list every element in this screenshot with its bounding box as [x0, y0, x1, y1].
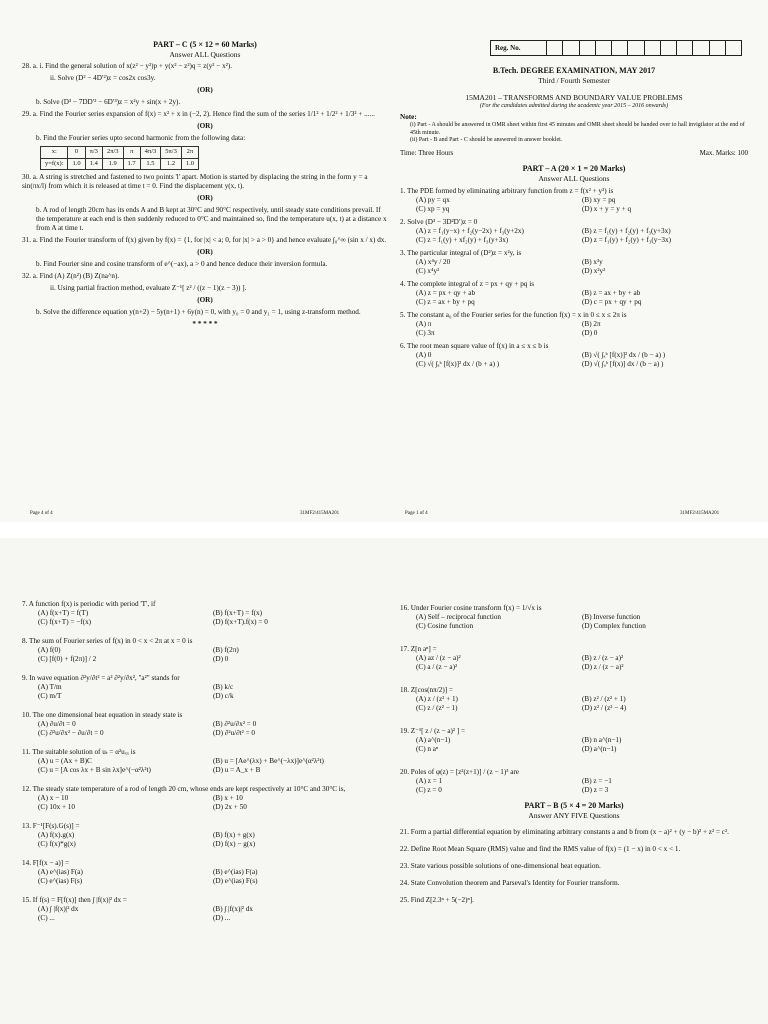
table-cell: 1.5: [140, 158, 161, 169]
page-code: 31MF2/415MA201: [680, 511, 720, 516]
part-c-title: PART – C (5 × 12 = 60 Marks): [153, 40, 257, 49]
question-28a-ii: ii. Solve (D² − 4D′²)z = cos2x cos3y.: [50, 74, 156, 83]
question-32a-ii: ii. Using partial fraction method, evaluate Z⁻¹[ z² / ((z − 1)(z − 3)) ].: [50, 283, 247, 292]
question-text: 20. Poles of φ(z) = [z²(z+1)] / (z − 1)³ are: [400, 768, 520, 776]
sheet-separator: [0, 522, 768, 538]
register-digit-cell[interactable]: [645, 41, 661, 55]
table-cell: 1.7: [123, 158, 140, 169]
option-b: (B) ∫ |f(x)|² dx: [213, 905, 253, 913]
option-row: [22, 655, 388, 664]
option-d: (D) c = px + qy + pq: [582, 297, 642, 306]
option-b: (B) z = ax + by + ab: [582, 288, 641, 297]
option-a: (A) x⁴y / 20: [416, 257, 451, 266]
table-cell: 1.2: [161, 158, 182, 169]
option-a: (A) e^(ias) F(a): [38, 868, 83, 876]
table-cell: π/3: [85, 147, 102, 158]
option-a: (A) 0: [416, 350, 432, 359]
option-row: [400, 695, 748, 704]
option-c: (C) m/T: [38, 692, 62, 700]
option-d: (D) √( ∫ₐᵇ [f(x)] dx / (b − a) ): [582, 359, 664, 368]
question-text: 12. The steady state temperature of a rod of length 20 cm, whose ends are kept respectively at 10°C and 30°C is,: [22, 785, 346, 793]
register-digit-cell[interactable]: [563, 41, 579, 55]
option-b: (B) 2π: [582, 319, 601, 328]
part-a-questions: [400, 187, 748, 369]
mcq-question: [400, 218, 748, 245]
mcq-question: [400, 249, 748, 276]
question-text: 9. In wave equation ∂²y/∂t² = a² ∂²y/∂x², "a²" stands for: [22, 674, 180, 682]
question-text: 16. Under Fourier cosine transform f(x) = 1/√x is: [400, 604, 542, 612]
option-row: [400, 227, 748, 236]
part-b-question: 24. State Convolution theorem and Parseval's Identity for Fourier transform.: [400, 879, 620, 888]
table-cell: 1.0: [68, 158, 85, 169]
table-cell: 0: [68, 147, 85, 158]
note-item: (i) Part - A should be answered in OMR sheet within first 45 minutes and OMR sheet should be handed over to hall invigilator at the end of 45th minute.: [410, 122, 745, 136]
option-row: [400, 745, 748, 754]
mcq-question: [22, 859, 388, 886]
mcq-question: [400, 727, 748, 754]
register-digit-cell[interactable]: [726, 41, 741, 55]
mcq-question: [22, 711, 388, 738]
option-row: [22, 757, 388, 766]
option-c: (C) f(x)*g(x): [38, 840, 76, 848]
table-row: [41, 158, 199, 169]
question-text: 18. Z[cos(nπ/2)] =: [400, 686, 453, 694]
page-footer-left: Page 4 of 4: [30, 511, 53, 516]
register-digit-cell[interactable]: [693, 41, 709, 55]
harmonic-data-table: [40, 146, 199, 169]
option-row: [22, 729, 388, 738]
option-d: (D) 0: [582, 328, 598, 337]
option-b: (B) u = [Ae^(λx) + Be^(−λx)]e^(α²λ²t): [213, 757, 324, 765]
option-row: [22, 646, 388, 655]
option-d: (D) x²y²: [582, 266, 606, 275]
option-c: (C) ...: [38, 914, 55, 922]
option-d: (D) c/k: [213, 692, 234, 700]
mcq-question: [400, 311, 748, 338]
mcq-question: [22, 748, 388, 775]
part-a-subtitle: Answer ALL Questions: [538, 173, 610, 183]
option-row: [400, 320, 748, 329]
option-a: (A) ∫ |f(x)|² dx: [38, 905, 79, 913]
option-c: (C) Cosine function: [416, 622, 474, 630]
option-d: (D) f(x) − g(x): [213, 840, 256, 848]
option-row: [22, 766, 388, 775]
bottom-exam-sheet: [0, 538, 768, 1024]
option-c: (C) u = [A cos λx + B sin λx]e^(−α²λ²t): [38, 766, 151, 774]
table-cell: 2π: [181, 147, 198, 158]
option-a: (A) T/m: [38, 683, 62, 691]
time-marks-bar: [400, 149, 748, 158]
option-row: [22, 618, 388, 627]
option-d: (D) ...: [213, 914, 231, 922]
question-30b: b. A rod of length 20cm has its ends A and B kept at 30°C and 90°C respectively, until steady state conditions prevail. If the temperature at each end is then suddenly reduced to 0°C and maintained so, find the temperature u(x, t) at a distance x from A at time t.: [36, 205, 387, 232]
option-b: (B) f(x) + g(x): [213, 831, 255, 839]
option-b: (B) ∂²u/∂x² = 0: [213, 720, 257, 728]
option-b: (B) xy = pq: [582, 195, 616, 204]
note-item: (ii) Part - B and Part - C should be answered in answer booklet.: [410, 137, 563, 144]
option-b: (B) n a^(n−1): [582, 736, 622, 744]
option-row: [22, 720, 388, 729]
option-b: (B) z = −1: [582, 777, 612, 785]
option-c: (C) x⁴y²: [416, 266, 440, 275]
option-d: (D) e^(ias) F(s): [213, 877, 258, 885]
question-text: 19. Z⁻¹[ z / (z − a)² ] =: [400, 727, 466, 735]
option-c: (C) 3π: [416, 328, 435, 337]
question-text: 2. Solve (D³ − 3D²D′)z = 0: [400, 217, 478, 226]
option-row: [400, 786, 748, 795]
cover-column: [400, 66, 748, 369]
option-a: (A) az / (z − a)²: [416, 654, 461, 662]
option-b: (B) x³y: [582, 257, 603, 266]
option-b: (B) x + 10: [213, 794, 243, 802]
end-stars: * * * * *: [192, 319, 218, 328]
option-c: (C) z = f₁(y) + xf₂(y) + f₃(y+3x): [416, 235, 509, 244]
question-31a: 31. a. Find the Fourier transform of f(x) given by f(x) = {1, for |x| < a; 0, for |x| > a > 0} and hence evaluate ∫₀^∞ (sin x / x) dx.: [22, 235, 387, 244]
question-text: 3. The particular integral of (D²)z = x²y, is: [400, 248, 522, 257]
question-text: 8. The sum of Fourier series of f(x) in 0 < x < 2π at x = 0 is: [22, 637, 193, 645]
exam-title: B.Tech. DEGREE EXAMINATION, MAY 2017: [492, 66, 656, 75]
option-a: (A) ∂u/∂t = 0: [38, 720, 76, 728]
option-row: [400, 622, 748, 631]
option-a: (A) a^(n−1): [416, 736, 451, 744]
part-b-subtitle: Answer ANY FIVE Questions: [528, 811, 620, 820]
part-c-subtitle: Answer ALL Questions: [169, 50, 241, 59]
option-row: [22, 840, 388, 849]
table-cell: 1.4: [85, 158, 102, 169]
question-28a: 28. a. i. Find the general solution of x(z² − y²)p + y(x² − z²)q = z(y² − x²).: [22, 62, 233, 71]
option-c: (C) f(x+T) = −f(x): [38, 618, 92, 626]
option-a: (A) z / (z² + 1): [416, 695, 458, 703]
question-32a: 32. a. Find (A) Z(n²) (B) Z(na^n).: [22, 271, 120, 280]
option-a: (A) z = 1: [416, 777, 443, 785]
option-row: [400, 298, 748, 307]
mcq-question: [22, 785, 388, 812]
option-b: (B) z² / (z² + 1): [582, 695, 626, 703]
option-d: (D) z = 3: [582, 786, 609, 794]
register-digit-cell[interactable]: [710, 41, 726, 55]
option-c: (C) z / (z² − 1): [416, 704, 458, 712]
option-d: (D) ∂²u/∂t² = 0: [213, 729, 256, 737]
question-text: 4. The complete integral of z = px + qy + pq is: [400, 279, 534, 288]
register-digit-cell[interactable]: [580, 41, 596, 55]
mcq-question: [400, 187, 748, 214]
part-a-b-column: [400, 590, 748, 905]
option-row: [400, 736, 748, 745]
question-text: 7. A function f(x) is periodic with period 'T', if: [22, 600, 156, 608]
mcq-question: [22, 600, 388, 627]
option-row: [400, 258, 748, 267]
question-text: 5. The constant a₀ of the Fourier series for the function f(x) = x in 0 ≤ x ≤ 2π is: [400, 310, 627, 319]
option-c: (C) z = 0: [416, 786, 442, 794]
part-b-questions: [400, 828, 748, 905]
semester-label: Third / Fourth Semester: [538, 76, 610, 85]
mcq-question: [22, 637, 388, 664]
option-b: (B) z = f₁(y) + f₂(y) + f₃(y+3x): [582, 226, 671, 235]
mcq-question: [400, 342, 748, 369]
option-c: (C) 10x + 10: [38, 803, 75, 811]
option-b: (B) f(x+T) = f(x): [213, 609, 263, 617]
or-label: (OR): [197, 247, 213, 256]
register-digit-cell[interactable]: [547, 41, 563, 55]
part-b-title: PART – B (5 × 4 = 20 Marks): [524, 801, 624, 810]
or-label: (OR): [197, 193, 213, 202]
option-row: [400, 196, 748, 205]
table-cell: 4π/3: [140, 147, 161, 158]
table-cell: π: [123, 147, 140, 158]
option-row: [400, 205, 748, 214]
option-row: [22, 868, 388, 877]
time-label: Time: Three Hours: [400, 148, 454, 157]
question-text: 10. The one dimensional heat equation in steady state is: [22, 711, 183, 719]
mcq-question: [22, 896, 388, 923]
option-d: (D) f(x+T).f(x) = 0: [213, 618, 268, 626]
option-a: (A) Self – reciprocal function: [416, 613, 502, 621]
register-digit-cell[interactable]: [661, 41, 677, 55]
option-row: [400, 704, 748, 713]
option-row: [22, 794, 388, 803]
question-text: 1. The PDE formed by eliminating arbitrary function from z = f(x² + y²) is: [400, 186, 614, 195]
option-row: [400, 360, 748, 369]
register-digit-cell[interactable]: [628, 41, 644, 55]
table-cell: 1.9: [102, 158, 123, 169]
or-label: (OR): [197, 122, 213, 131]
option-row: [22, 905, 388, 914]
question-text: 6. The root mean square value of f(x) in a ≤ x ≤ b is: [400, 341, 549, 350]
mcq-question: [400, 645, 748, 672]
question-29a: 29. a. Find the Fourier series expansion of f(x) = x² + x in (−2, 2). Hence find the sum of the series 1/1² + 1/2² + 1/3² + ......: [22, 110, 375, 119]
part-b-question: 21. Form a partial differential equation by eliminating arbitrary constants a and b from (x − a)² + (y − b)² + z² = c².: [400, 828, 729, 837]
mcq-question: [400, 280, 748, 307]
page-footer-left: Page 1 of 4: [405, 511, 428, 516]
option-a: (A) z = px + qy + ab: [416, 288, 476, 297]
option-row: [400, 236, 748, 245]
question-28b: b. Solve (D³ − 7DD′² − 6D′³)z = x²y + sin(x + 2y).: [36, 98, 181, 107]
max-marks-label: Max. Marks: 100: [699, 148, 748, 157]
register-number-box: [490, 40, 742, 56]
table-header-y: y=f(x):: [41, 158, 68, 169]
question-text: 11. The suitable solution of uₜ = α²uₓₓ is: [22, 748, 136, 756]
table-cell: 5π/3: [161, 147, 182, 158]
question-30a: 30. a. A string is stretched and fastened to two points 'l' apart. Motion is started by displacing the string in the form y = a sin(πx/l) from which it is released at time t = 0. Find the displacement y(x, t).: [22, 172, 368, 190]
register-digit-cell[interactable]: [612, 41, 628, 55]
option-row: [400, 351, 748, 360]
question-text: 15. If f(s) = F[f(x)] then ∫ |f(x)|² dx =: [22, 896, 127, 904]
option-b: (B) e^(ias) F(a): [213, 868, 258, 876]
option-row: [22, 683, 388, 692]
option-row: [400, 654, 748, 663]
part-b-question: 25. Find Z[2.3ⁿ + 5(−2)ⁿ].: [400, 896, 474, 905]
option-d: (D) a^(n−1): [582, 745, 617, 753]
table-row: [41, 147, 199, 158]
option-b: (B) k/c: [213, 683, 234, 691]
option-c: (C) n aⁿ: [416, 745, 439, 753]
register-digit-cell[interactable]: [596, 41, 612, 55]
table-cell: 2π/3: [102, 147, 123, 158]
question-29b: b. Find the Fourier series upto second harmonic from the following data:: [36, 134, 246, 143]
part-a-questions-16-20: [400, 604, 748, 795]
table-cell: 1.0: [181, 158, 198, 169]
option-a: (A) π: [416, 319, 432, 328]
part-b-question: 22. Define Root Mean Square (RMS) value and find the RMS value of f(x) = (1 − x) in 0 < x < 1.: [400, 845, 681, 854]
option-c: (C) z = ax + by + pq: [416, 297, 475, 306]
part-b-question: 23. State various possible solutions of one-dimensional heat equation.: [400, 862, 601, 871]
option-d: (D) x + y = y + q: [582, 204, 632, 213]
option-row: [400, 289, 748, 298]
option-row: [22, 877, 388, 886]
mcq-question: [400, 604, 748, 631]
option-d: (D) u = A_x + B: [213, 766, 261, 774]
mcq-question: [400, 768, 748, 795]
question-31b: b. Find Fourier sine and cosine transform of e^(−ax), a > 0 and hence deduce their inversion formula.: [36, 259, 328, 268]
option-c: (C) e^(ias) F(s): [38, 877, 83, 885]
option-a: (A) f(x+T) = f(T): [38, 609, 89, 617]
part-a-questions-7-15: [22, 590, 388, 923]
question-text: 13. F⁻¹[F(s).G(s)] =: [22, 822, 80, 830]
option-c: (C) a / (z − a)²: [416, 663, 458, 671]
option-row: [22, 609, 388, 618]
option-row: [400, 777, 748, 786]
page-code: 31MF2/415MA201: [300, 511, 340, 516]
option-row: [22, 692, 388, 701]
course-note: (For the candidates admitted during the academic year 2015 – 2016 onwards): [479, 102, 669, 109]
or-label: (OR): [197, 295, 213, 304]
option-b: (B) f(2π): [213, 646, 239, 654]
option-d: (D) 0: [213, 655, 229, 663]
option-row: [400, 613, 748, 622]
question-text: 14. F[f(x − a)] =: [22, 859, 70, 867]
mcq-question: [400, 686, 748, 713]
option-a: (A) py = qx: [416, 195, 450, 204]
question-text: 17. Z[n aⁿ] =: [400, 645, 437, 653]
mcq-question: [22, 674, 388, 701]
option-d: (D) 2x + 50: [213, 803, 247, 811]
option-a: (A) z = f₁(y−x) + f₂(y−2x) + f₃(y+2x): [416, 226, 524, 235]
option-a: (A) u = (Ax + B)C: [38, 757, 92, 765]
mcq-question: [22, 822, 388, 849]
option-row: [22, 831, 388, 840]
option-d: (D) z / (z − a)²: [582, 663, 624, 671]
note-label: Note:: [400, 113, 417, 122]
option-a: (A) f(x).g(x): [38, 831, 75, 839]
option-c: (C) √( ∫ₐᵇ [f(x)]² dx / (b + a) ): [416, 359, 500, 368]
option-c: (C) ∂²u/∂x² − ∂u/∂t = 0: [38, 729, 104, 737]
option-c: (C) [f(0) + f(2π)] / 2: [38, 655, 97, 663]
part-a-title: PART – A (20 × 1 = 20 Marks): [522, 163, 626, 173]
part-c-column: [22, 40, 388, 332]
option-row: [400, 663, 748, 672]
question-32b: b. Solve the difference equation y(n+2) − 5y(n+1) + 6y(n) = 0, with y₀ = 0 and y₁ = 1, using z-transform method.: [36, 307, 361, 316]
or-label: (OR): [197, 86, 213, 95]
option-a: (A) f(0): [38, 646, 61, 654]
course-title: 15MA201 – TRANSFORMS AND BOUNDARY VALUE PROBLEMS: [465, 93, 683, 103]
register-digit-cell[interactable]: [677, 41, 693, 55]
option-b: (B) Inverse function: [582, 613, 641, 621]
option-b: (B) z / (z − a)²: [582, 654, 624, 662]
option-d: (D) z² / (z² − 4): [582, 704, 627, 712]
option-c: (C) xp = yq: [416, 204, 450, 213]
option-row: [400, 267, 748, 276]
option-b: (B) √( ∫ₐᵇ [f(x)]² dx / (b − a) ): [582, 350, 666, 359]
option-d: (D) Complex function: [582, 622, 646, 630]
option-row: [22, 914, 388, 923]
table-header-x: x:: [41, 147, 68, 158]
option-d: (D) z = f₁(y) + f₂(y) + f₃(y−3x): [582, 235, 671, 244]
option-row: [22, 803, 388, 812]
register-number-label: Reg. No.: [491, 41, 547, 55]
option-row: [400, 329, 748, 338]
option-a: (A) x − 10: [38, 794, 69, 802]
